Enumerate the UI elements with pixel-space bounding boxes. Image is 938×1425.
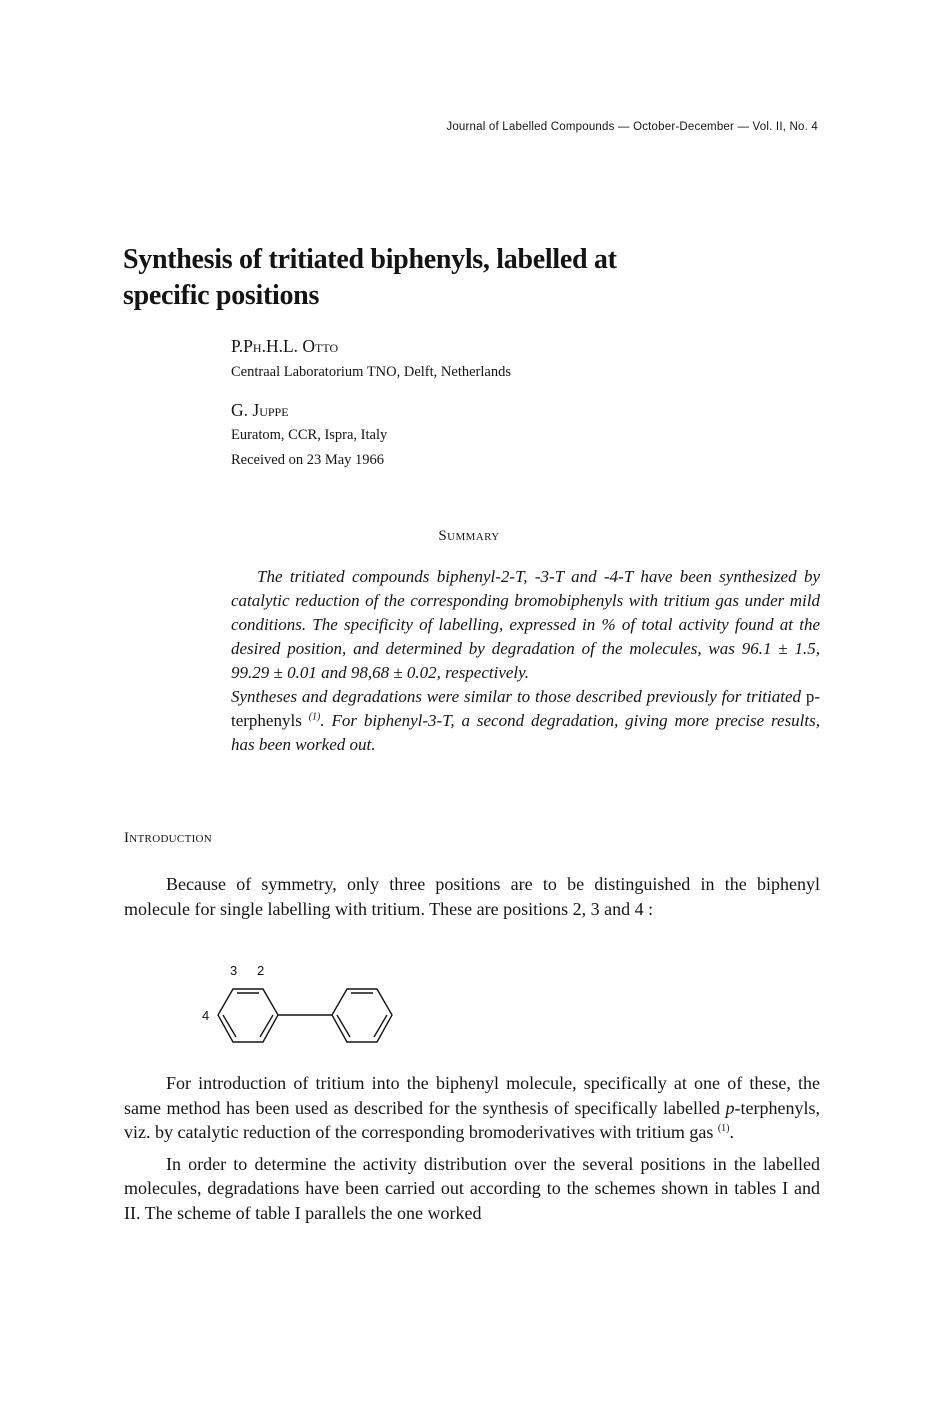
intro-paragraph-1: Because of symmetry, only three positions are to be distinguished in the biphenyl molecule for single labelling with tritium. These are positions 2, 3 and 4 :	[124, 874, 820, 919]
intro-paragraph-2	[124, 1071, 820, 1145]
intro-p2-text-a: For introduction of tritium into the biphenyl molecule, specifically at one of these, the same method has been used as described for the synthesis of specifically labelled	[124, 1073, 820, 1118]
summary-reference-1: (1)	[308, 711, 321, 723]
received-date: Received on 23 May 1966	[231, 452, 385, 468]
journal-header: Journal of Labelled Compounds — October-December — Vol. II, No. 4	[446, 121, 818, 133]
intro-paragraph-3: In order to determine the activity distribution over the several positions in the labelled molecules, degradations have been carried out according to the schemes shown in tables I and II. The scheme of table I parallels the one worked	[124, 1153, 820, 1223]
position-label-4: 4	[202, 1008, 210, 1023]
biphenyl-structure-diagram	[196, 954, 406, 1050]
intro-paragraphs-block	[124, 1071, 820, 1232]
benzene-ring-left	[218, 989, 278, 1042]
summary-paragraph-2	[231, 685, 820, 757]
title-line-2: specific positions	[123, 280, 320, 311]
author-2-affiliation: Euratom, CCR, Ispra, Italy	[231, 427, 388, 443]
summary-paragraph-1: The tritiated compounds biphenyl-2-T, -3-T and -4-T have been synthesized by catalytic reduction of the corresponding bromobiphenyls with tritium gas under mild conditions. The specificity of labelling, expressed in % of total activity found at the desired position, and determined by degradation of the molecules, was 96.1 ± 1.5, 99.29 ± 0.01 and 98,68 ± 0.02, respectively.	[231, 567, 820, 682]
position-label-3: 3	[230, 963, 238, 978]
author-2-name: G. Juppe	[231, 400, 289, 420]
author-1-name: P.Ph.H.L. Otto	[231, 336, 339, 356]
intro-paragraph-1-block	[124, 872, 820, 928]
summary-heading: Summary	[438, 528, 500, 544]
benzene-ring-right	[332, 989, 392, 1042]
intro-p2-text-c: -terphenyls, viz. by catalytic reduction of the corresponding bromoderivatives with tritium gas	[124, 1097, 820, 1142]
author-1-affiliation: Centraal Laboratorium TNO, Delft, Netherlands	[231, 364, 511, 380]
position-label-2: 2	[257, 963, 265, 978]
intro-p2-para-prefix: p	[725, 1097, 735, 1118]
summary-p2-text-a: Syntheses and degradations were similar to those described previously for tritiated	[231, 687, 806, 706]
title-line-1: Synthesis of tritiated biphenyls, labelled at	[123, 244, 617, 275]
introduction-heading: Introduction	[124, 830, 213, 846]
summary-abstract	[231, 565, 820, 757]
summary-p2-terphenyls: p-terphenyls	[231, 687, 820, 730]
summary-p2-text-c: . For biphenyl-3-T, a second degradation, giving more precise results, has been worked out.	[231, 711, 820, 754]
article-title	[123, 242, 763, 314]
intro-reference-1: (1)	[717, 1123, 730, 1134]
intro-p2-text-d: .	[729, 1122, 735, 1142]
